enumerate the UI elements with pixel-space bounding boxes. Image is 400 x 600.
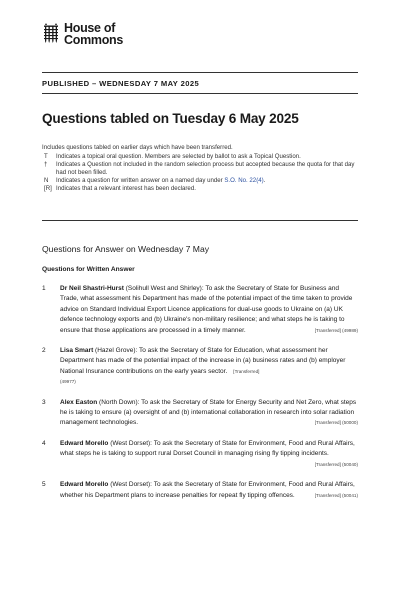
question-body xyxy=(60,439,358,470)
member-name: Edward Morello xyxy=(60,439,109,447)
divider xyxy=(42,72,358,73)
key-symbol: N xyxy=(44,177,49,184)
symbol-key xyxy=(42,144,358,193)
key-description: Indicates that a relevant interest has been declared. xyxy=(56,185,196,192)
key-intro: Includes questions tabled on earlier days which have been transferred. xyxy=(42,144,233,151)
section-subtitle: Questions for Written Answer xyxy=(42,266,135,273)
page-title: Questions tabled on Tuesday 6 May 2025 xyxy=(42,111,299,126)
member-name: Alex Easton xyxy=(60,398,98,406)
question-text: To ask the Secretary of State for Environment, Food and Rural Affairs, what steps he is taking to support rural Dorset Council in managing rising fly tipping incidents. xyxy=(60,439,355,458)
member-constituency: (Hazel Grove): xyxy=(93,347,140,355)
question-number: 1 xyxy=(42,285,46,292)
member-name: Dr Neil Shastri-Hurst xyxy=(60,285,124,292)
section-title: Questions for Answer on Wednesday 7 May xyxy=(42,244,210,254)
house-of-commons-logo xyxy=(42,22,123,46)
key-symbol: † xyxy=(44,161,48,168)
question-reference: [Transferred] (49989) xyxy=(314,327,358,333)
question-text: To ask the Secretary of State for Environment, Food and Rural Affairs, whether his Department plans to increase penalties for repeat fly tipping offences. xyxy=(60,481,355,499)
question-reference: [Transferred] (50040) xyxy=(314,461,358,467)
question-number: 5 xyxy=(42,481,46,489)
question-text: To ask the Secretary of State for Energy Security and Net Zero, what steps he is taking to ensure (a) oversight of and (b) international collaboration in research into solar radiation management technologies. xyxy=(60,398,357,427)
published-date: PUBLISHED – WEDNESDAY 7 MAY 2025 xyxy=(42,79,200,88)
divider xyxy=(42,93,358,94)
question-body xyxy=(60,480,358,501)
portcullis-icon xyxy=(42,23,60,45)
question-item xyxy=(42,398,358,429)
questions-list xyxy=(42,284,358,501)
member-constituency: (Solihull West and Shirley): xyxy=(123,285,206,292)
question-reference: (49977) xyxy=(60,379,76,385)
question-text: To ask the Secretary of State for Education, what assessment her Department has made of the potential impact of the increase in (a) business rates and (b) employer National Insurance contributions on the early years sector. xyxy=(60,347,346,375)
key-symbol: T xyxy=(44,153,48,160)
key-text-end: . xyxy=(263,177,266,184)
question-text: To ask the Secretary of State for Business and Trade, what assessment his Department has made of the potential impact of the time taken to provide advice on Standard Individual Export Licence applications for dual-use goods to Ukraine on (a) UK defence technology exports and (b) Ukraine's non-military resilience; and what steps he is taking to ensure that those applications are processed in a timely manner. xyxy=(60,285,353,334)
key-item xyxy=(42,153,358,161)
question-number: 4 xyxy=(42,439,46,447)
member-constituency: (North Down): xyxy=(97,398,142,406)
question-item xyxy=(42,284,358,336)
member-name: Edward Morello xyxy=(60,481,109,489)
question-transferred-tag: [Transferred] xyxy=(233,368,260,374)
key-description: Indicates a topical oral question. Members are selected by ballot to ask a Topical Question. xyxy=(56,153,301,160)
logo-line-2: Commons xyxy=(64,33,124,47)
key-text: Indicates a question for written answer on a named day under xyxy=(56,177,225,184)
question-number: 3 xyxy=(42,398,46,406)
question-item xyxy=(42,439,358,470)
question-body xyxy=(60,398,358,429)
question-reference: [Transferred] (50000) xyxy=(314,420,358,426)
question-item xyxy=(42,346,358,388)
logo-line-1: House of xyxy=(64,21,116,35)
member-name: Lisa Smart xyxy=(60,347,94,355)
key-description: Indicates a Question not included in the random selection process but accepted because the quota for that day had not been filled. xyxy=(56,161,355,176)
divider xyxy=(42,220,358,221)
question-item xyxy=(42,480,358,501)
key-description xyxy=(56,177,358,185)
member-constituency: (West Dorset): xyxy=(108,481,154,489)
question-number: 2 xyxy=(42,347,46,355)
key-item xyxy=(42,161,358,177)
question-body xyxy=(60,284,358,336)
standing-order-link[interactable]: S.O. No. 22(4) xyxy=(224,177,264,184)
key-symbol: [R] xyxy=(44,185,52,192)
member-constituency: (West Dorset): xyxy=(108,439,154,447)
key-item xyxy=(42,177,358,185)
key-item xyxy=(42,185,358,193)
question-body xyxy=(60,346,358,388)
question-reference: [Transferred] (50041) xyxy=(314,492,358,498)
